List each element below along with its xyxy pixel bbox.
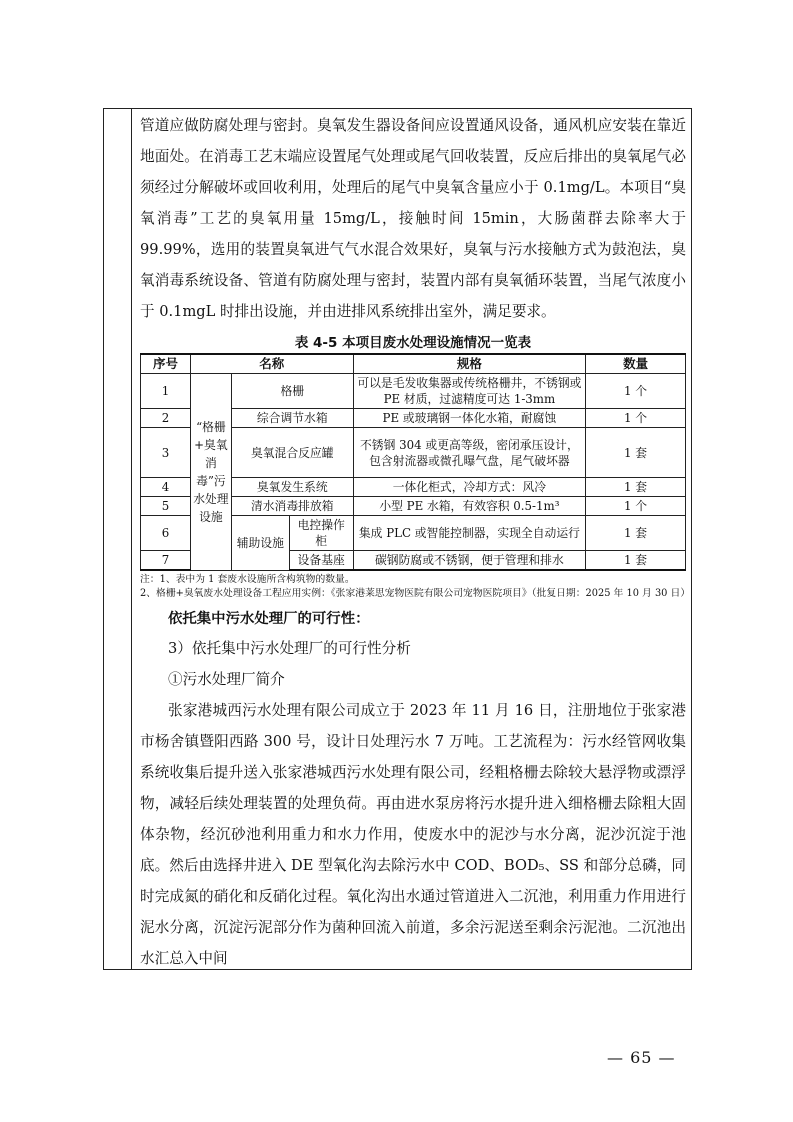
subsection-subtitle: ①污水处理厂简介 (168, 671, 285, 688)
header-spec: 规格 (353, 354, 586, 374)
section-heading: 依托集中污水处理厂的可行性： (168, 611, 370, 627)
row-spec: PE 或玻璃钢一体化水箱，耐腐蚀 (353, 409, 586, 428)
row-qty: 1 套 (586, 478, 686, 497)
group-label: “格栅+臭氧消毒”污水处理设施 (190, 374, 231, 571)
header-name: 名称 (190, 354, 353, 374)
row-spec: 碳钢防腐或不锈钢，便于管理和排水 (353, 551, 586, 571)
table-row (141, 374, 686, 409)
header-qty: 数量 (586, 354, 686, 374)
row-qty: 1 套 (586, 551, 686, 571)
wastewater-facility-table (140, 353, 686, 571)
subsection-title: 3）依托集中污水处理厂的可行性分析 (168, 640, 411, 657)
row-no: 5 (141, 497, 191, 516)
row-name: 臭氧混合反应罐 (231, 428, 353, 478)
row-no: 6 (141, 516, 191, 551)
row-spec: 集成 PLC 或智能控制器，实现全自动运行 (353, 516, 586, 551)
row-name: 综合调节水箱 (231, 409, 353, 428)
page-number: — 65 — (607, 1048, 676, 1067)
table-note-1: 注：1、表中为 1 套废水设施所含构筑物的数量。 (140, 574, 355, 585)
ozone-paragraph: 管道应做防腐处理与密封。臭氧发生器设备间应设置通风设备，通风机应安装在靠近地面处。在消毒工艺末端应设置尾气处理或尾气回收装置，反应后排出的臭氧尾气必须经过分解破坏或回收利用，处理后的尾气中臭氧含量应小于 0.1mg/L。本项目“臭氧消毒”工艺的臭氧用量 15mg/L，接触时间 15min，大肠菌群去除率大于 99.99%，选用的装置臭氧进气气水混合效果好，臭氧与污水接触方式为鼓泡法，臭氧消毒系统设备、管道有防腐处理与密封，装置内部有臭氧循环装置，当尾气浓度小于 0.1mgL 时排出设施，并由进排风系统排出室外，满足要求。 (140, 117, 686, 320)
header-no: 序号 (141, 354, 191, 374)
main-content (140, 108, 691, 974)
row-qty: 1 个 (586, 409, 686, 428)
left-column-divider (131, 108, 132, 970)
table-title: 表 4-5 本项目废水处理设施情况一览表 (294, 335, 532, 351)
row-no: 2 (141, 409, 191, 428)
row-spec: 一体化柜式，冷却方式：风冷 (353, 478, 586, 497)
row-name: 设备基座 (289, 551, 353, 571)
row-qty: 1 套 (586, 428, 686, 478)
row-qty: 1 个 (586, 374, 686, 409)
row-qty: 1 套 (586, 516, 686, 551)
row-no: 3 (141, 428, 191, 478)
row-spec: 不锈钢 304 或更高等级，密闭承压设计，包含射流器或微孔曝气盘，尾气破坏器 (353, 428, 586, 478)
row-name: 电控操作柜 (289, 516, 353, 551)
plant-description-paragraph: 张家港城西污水处理有限公司成立于 2023 年 11 月 16 日，注册地位于张家港市杨舍镇暨阳西路 300 号，设计日处理污水 7 万吨。工艺流程为：污水经管网收集系统收集后提升送入张家港城西污水处理有限公司，经粗格栅去除较大悬浮物或漂浮物，减轻后续处理装置的处理负荷。再由进水泵房将污水提升进入细格栅去除粗大固体杂物，经沉砂池利用重力和水力作用，使废水中的泥沙与水分离，泥沙沉淀于池底。然后由选择井进入 DE 型氧化沟去除污水中 COD、BOD₅、SS 和部分总磷，同时完成氮的硝化和反硝化过程。氧化沟出水通过管道进入二沉池，利用重力作用进行泥水分离，沉淀污泥部分作为菌种回流入前道，多余污泥送至剩余污泥池。二沉池出水汇总入中间 (140, 702, 686, 967)
table-note-2: 2、格栅+臭氧废水处理设备工程应用实例：《张家港莱思宠物医院有限公司宠物医院项目》（批复日期：2025 年 10 月 30 日） (140, 588, 691, 599)
row-no: 4 (141, 478, 191, 497)
row-name: 清水消毒排放箱 (231, 497, 353, 516)
row-qty: 1 个 (586, 497, 686, 516)
table-header-row (141, 354, 686, 374)
row-spec: 小型 PE 水箱，有效容积 0.5-1m³ (353, 497, 586, 516)
row-name: 格栅 (231, 374, 353, 409)
row-name: 臭氧发生系统 (231, 478, 353, 497)
row-no: 7 (141, 551, 191, 571)
aux-label: 辅助设施 (231, 516, 289, 571)
row-no: 1 (141, 374, 191, 409)
row-spec: 可以是毛发收集器或传统格栅井，不锈钢或 PE 材质，过滤精度可达 1-3mm (353, 374, 586, 409)
